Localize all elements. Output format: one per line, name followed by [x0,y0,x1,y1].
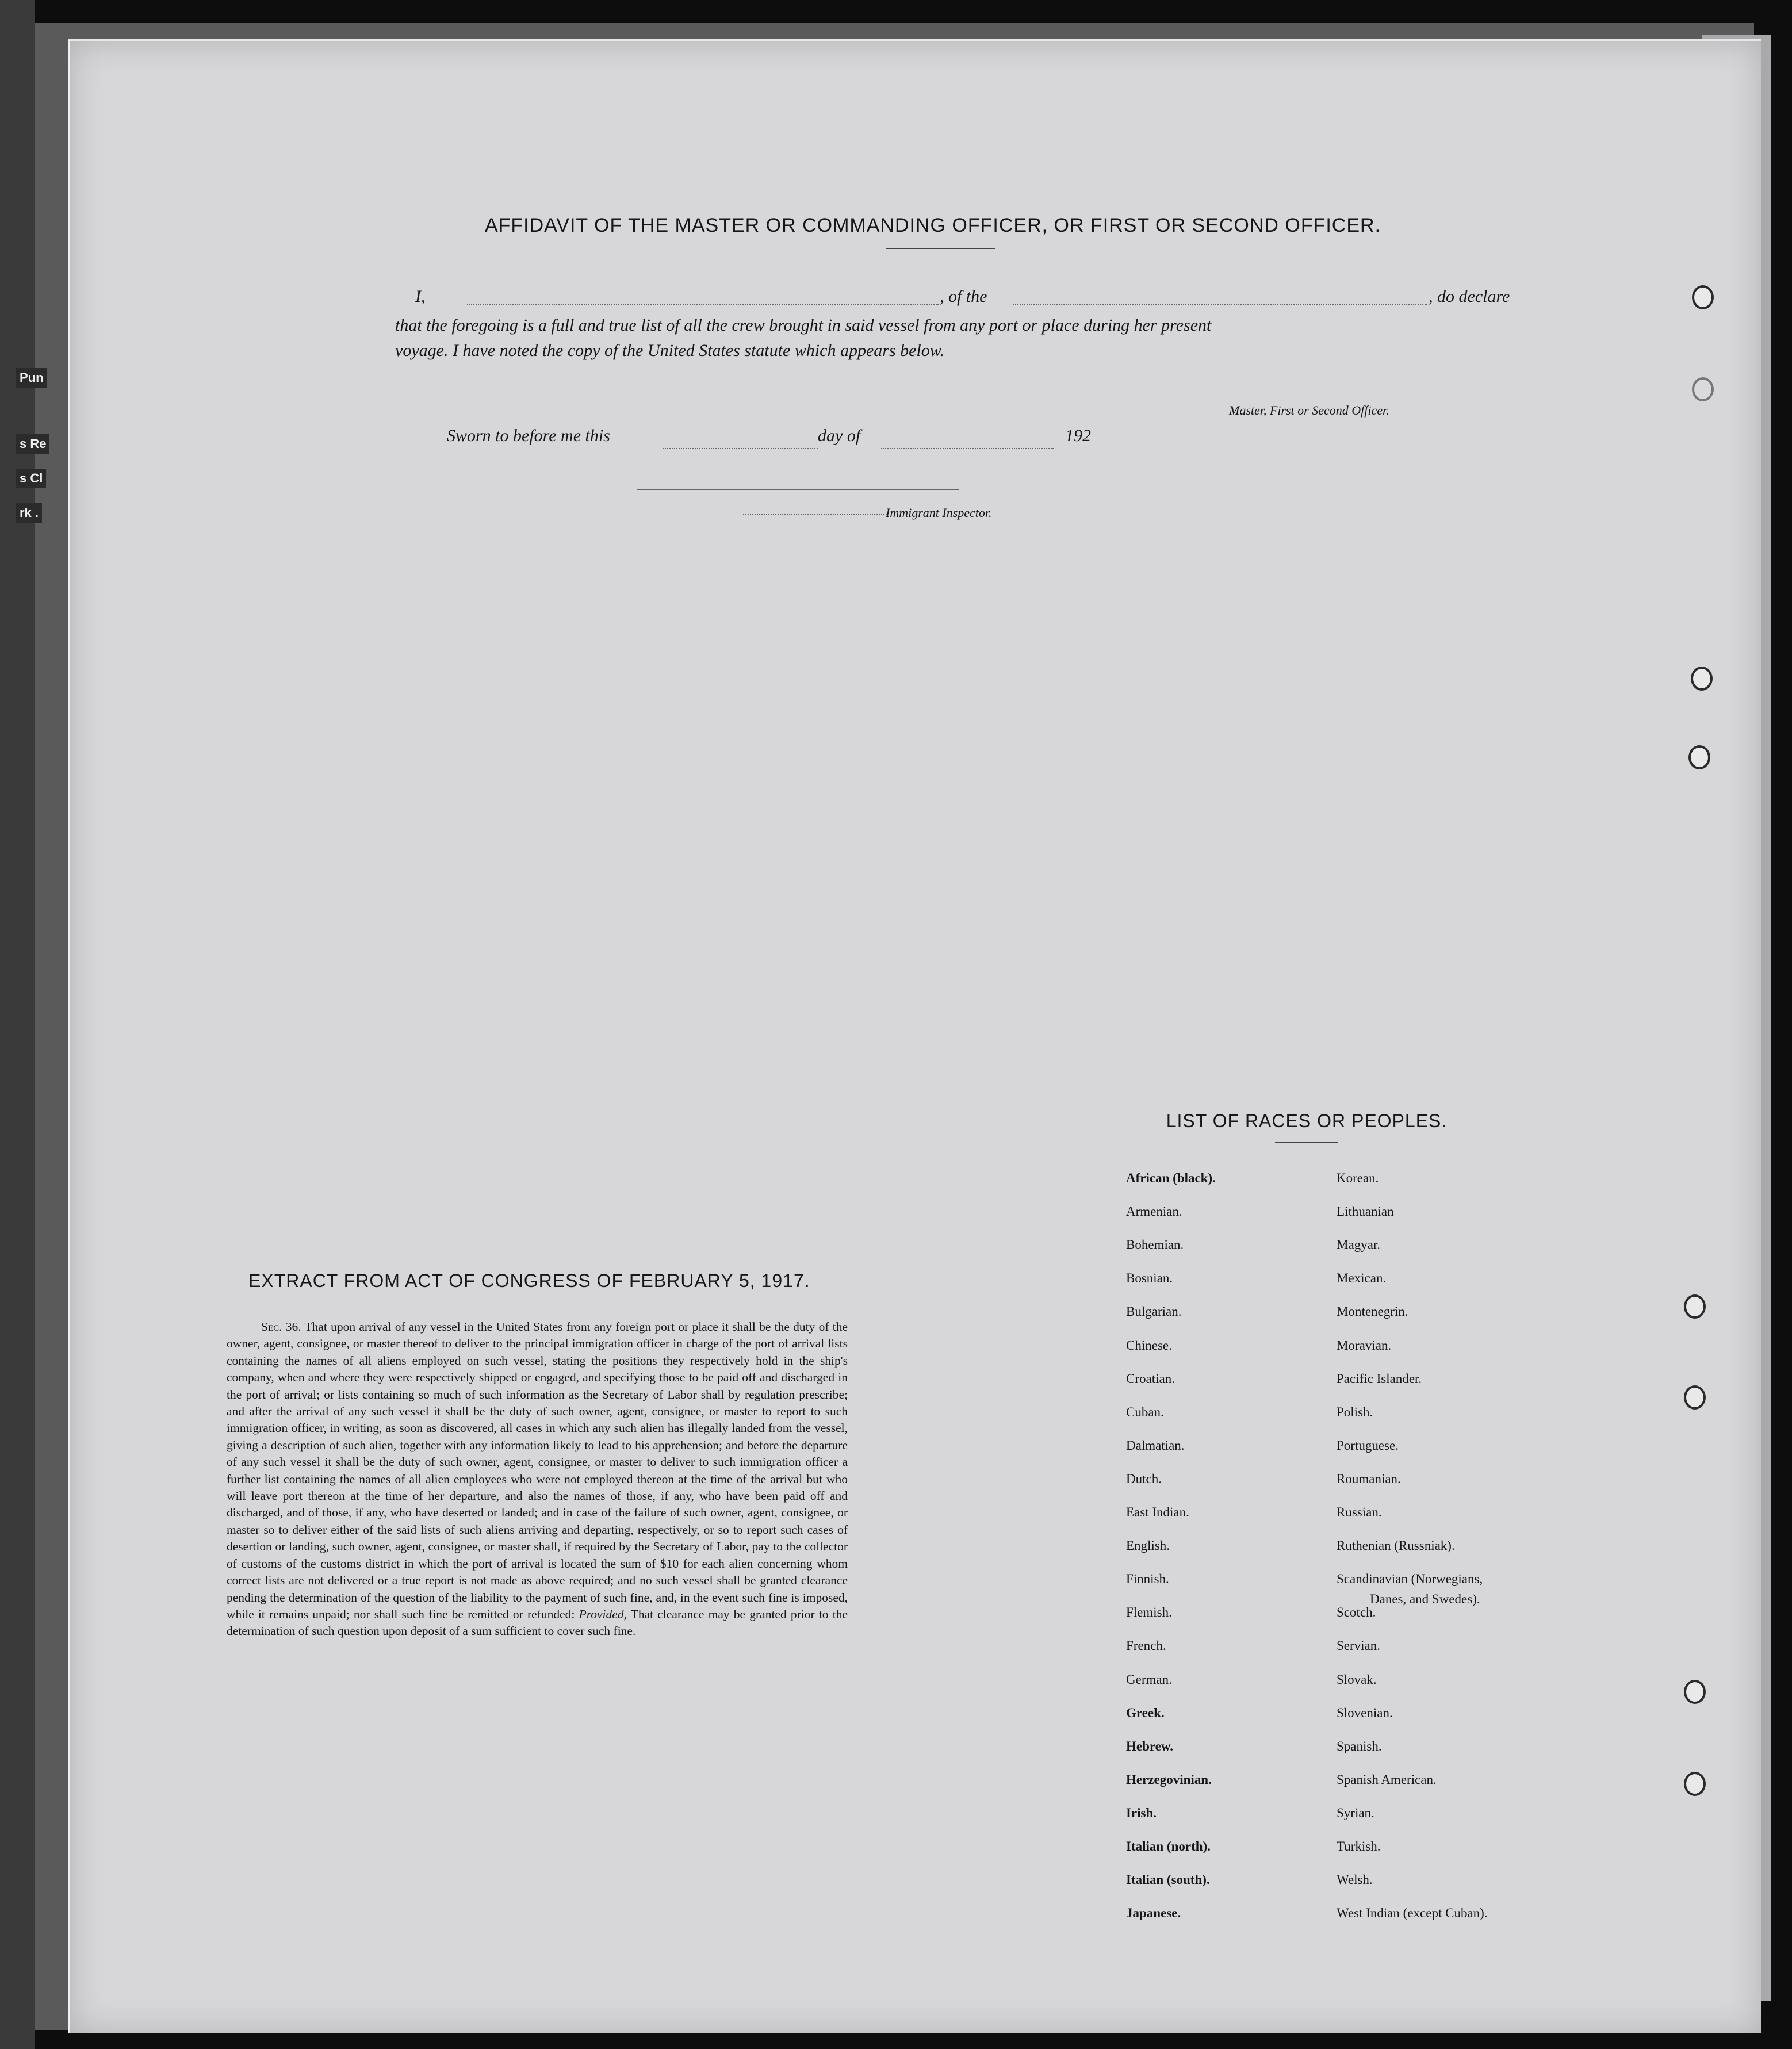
race-right-item: Servian. [1337,1638,1381,1653]
race-left-item: Italian (south). [1126,1872,1210,1887]
sworn-label: Sworn to before me this [447,426,610,445]
binder-hole [1684,1680,1706,1704]
year-label: 192 [1065,426,1091,445]
races-title: LIST OF RACES OR PEOPLES. [1166,1110,1448,1131]
race-left-item: East Indian. [1126,1505,1189,1519]
race-right-item: Polish. [1337,1404,1373,1419]
edge-tab-4: rk . [16,503,42,523]
extract-title: EXTRACT FROM ACT OF CONGRESS OF FEBRUARY 5, 1917. [248,1270,810,1291]
race-right-item: Welsh. [1337,1872,1373,1887]
race-left-item: Flemish. [1126,1605,1172,1620]
extract-paragraph [227,1319,848,1640]
section-label: Sec. 36. [261,1320,301,1334]
race-left-item: Bosnian. [1126,1271,1173,1286]
edge-tab-2: s Re [16,434,49,454]
race-right-item: Slovak. [1337,1672,1377,1687]
binder-hole [1684,1772,1706,1796]
affidavit-line-3: voyage. I have noted the copy of the United States statute which appears below. [395,341,945,360]
race-right-item: Spanish American. [1337,1772,1437,1787]
race-left-item: Herzegovinian. [1126,1772,1212,1787]
provided-text: That clearance may be granted prior to the determination of such question upon deposit of a sum sufficient to cover such fine. [227,1607,848,1638]
binder-hole [1692,377,1714,401]
sworn-month-line[interactable] [881,448,1054,449]
binder-hole [1691,667,1713,691]
affidavit-line-2: that the foregoing is a full and true list of all the crew brought in said vessel from any port or place during her present [395,316,1212,335]
race-right-item: Scandinavian (Norwegians, [1337,1572,1483,1587]
race-left-item: Japanese. [1126,1906,1181,1921]
race-left-item: Bulgarian. [1126,1304,1182,1319]
race-right-item: Montenegrin. [1337,1304,1408,1319]
race-left-item: Croatian. [1126,1371,1175,1386]
sworn-day-line[interactable] [663,448,818,449]
race-left-item: Irish. [1126,1805,1157,1820]
race-left-item: Bohemian. [1126,1238,1184,1253]
inspector-signature-line[interactable] [637,489,959,490]
race-left-item: Finnish. [1126,1572,1169,1587]
race-right-item: Portuguese. [1337,1438,1399,1453]
race-right-item: Slovenian. [1337,1705,1393,1720]
affidavit-of-the-label: , of the [940,287,987,306]
left-binder-strip [0,0,35,2049]
binder-hole [1684,1385,1706,1410]
master-signature-caption: Master, First or Second Officer. [1229,403,1389,418]
affidavit-title: AFFIDAVIT OF THE MASTER OR COMMANDING OFFICER, OR FIRST OR SECOND OFFICER. [484,215,1381,236]
race-right-item: Ruthenian (Russniak). [1337,1538,1455,1553]
race-left-item: Greek. [1126,1705,1165,1720]
race-right-item: Moravian. [1337,1338,1392,1353]
race-right-item: Roumanian. [1337,1471,1401,1486]
extract-text: That upon arrival of any vessel in the United States from any foreign port or place it shall be the duty of the owner, agent, consignee, or master thereof to deliver to the principal immigration officer in charge of the port of arrival lists containing the names of all aliens employed on such vessel, stating the positions they respectively hold in the ship's company, when and where they were respectively shipped or engaged, and specifying those to be paid off and discharged in the port of arrival; or lists containing so much of such information as the Secretary of Labor shall by regulation prescribe; and after the arrival of any such vessel it shall be the duty of such owner, agent, consignee, or master to report to such immigration officer, in writing, as soon as discovered, all cases in which any such alien has illegally landed from the vessel, giving a description of such alien, together with any information likely to lead to his apprehension; and before the departure of any such vessel it shall be the duty of such owner, agent, consignee, or master to deliver to such immigration officer a further list containing the names of all alien employees who were not employed thereon at the time of the arrival but who will leave port thereon at the time of her departure, and also the names of those, if any, who have been paid off and discharged, and of those, if any, who have deserted or landed; and in case of the failure of such owner, agent, consignee, or master so to deliver either of the said lists of such aliens arriving and departing, respectively, or so to report such cases of desertion or landing, such owner, agent, consignee, or master shall, if required by the Secretary of Labor, pay to the collector of customs of the customs district in which the port of arrival is located the sum of $10 for each alien concerning whom correct lists are not delivered or a true report is not made as above required; and no such vessel shall be granted clearance pending the determination of the question of the liability to the payment of such fine, and, in the event such fine is imposed, while it remains unpaid; nor shall such fine be remitted or refunded: [227,1320,848,1621]
race-left-item: French. [1126,1638,1166,1653]
edge-tab-1: Pun [16,368,47,388]
inspector-caption: Immigrant Inspector. [886,505,992,520]
race-left-item: English. [1126,1538,1170,1553]
race-right-item: Scotch. [1337,1605,1376,1620]
race-right-item: Lithuanian [1337,1204,1394,1219]
race-left-item: Dutch. [1126,1471,1162,1486]
affidavit-title-rule [886,248,995,249]
race-right-item: Syrian. [1337,1805,1374,1820]
race-right-item: West Indian (except Cuban). [1337,1906,1488,1921]
affidavit-i-label: I, [415,287,426,306]
race-left-item: Italian (north). [1126,1839,1211,1853]
day-of-label: day of [818,426,861,445]
document-page [68,39,1761,2033]
race-left-item: Dalmatian. [1126,1438,1185,1453]
provided-label: Provided, [579,1607,627,1621]
race-left-item: German. [1126,1672,1172,1687]
race-right-item: Russian. [1337,1505,1382,1519]
race-right-scandinavian-cont: Danes, and Swedes). [1370,1592,1480,1606]
races-title-rule [1275,1142,1338,1143]
race-right-item: Korean. [1337,1171,1379,1185]
affidavit-do-declare-label: , do declare [1429,287,1510,306]
race-left-item: Chinese. [1126,1338,1172,1353]
race-right-item: Mexican. [1337,1271,1387,1286]
inspector-signature-line-2 [743,514,887,515]
race-left-item: Cuban. [1126,1404,1164,1419]
race-right-item: Pacific Islander. [1337,1371,1422,1386]
extract-body [227,1319,848,1640]
edge-tab-3: s Cl [16,469,46,488]
binder-hole [1684,1294,1706,1319]
vessel-name-line[interactable] [1013,304,1427,305]
race-left-item: Hebrew. [1126,1738,1173,1753]
race-right-item: Magyar. [1337,1238,1381,1253]
race-left-item: Armenian. [1126,1204,1182,1219]
race-left-item: African (black). [1126,1171,1216,1185]
race-right-item: Turkish. [1337,1839,1381,1853]
binder-hole [1688,745,1710,769]
race-right-item: Spanish. [1337,1738,1382,1753]
master-name-line[interactable] [467,304,939,305]
binder-hole [1692,285,1714,309]
